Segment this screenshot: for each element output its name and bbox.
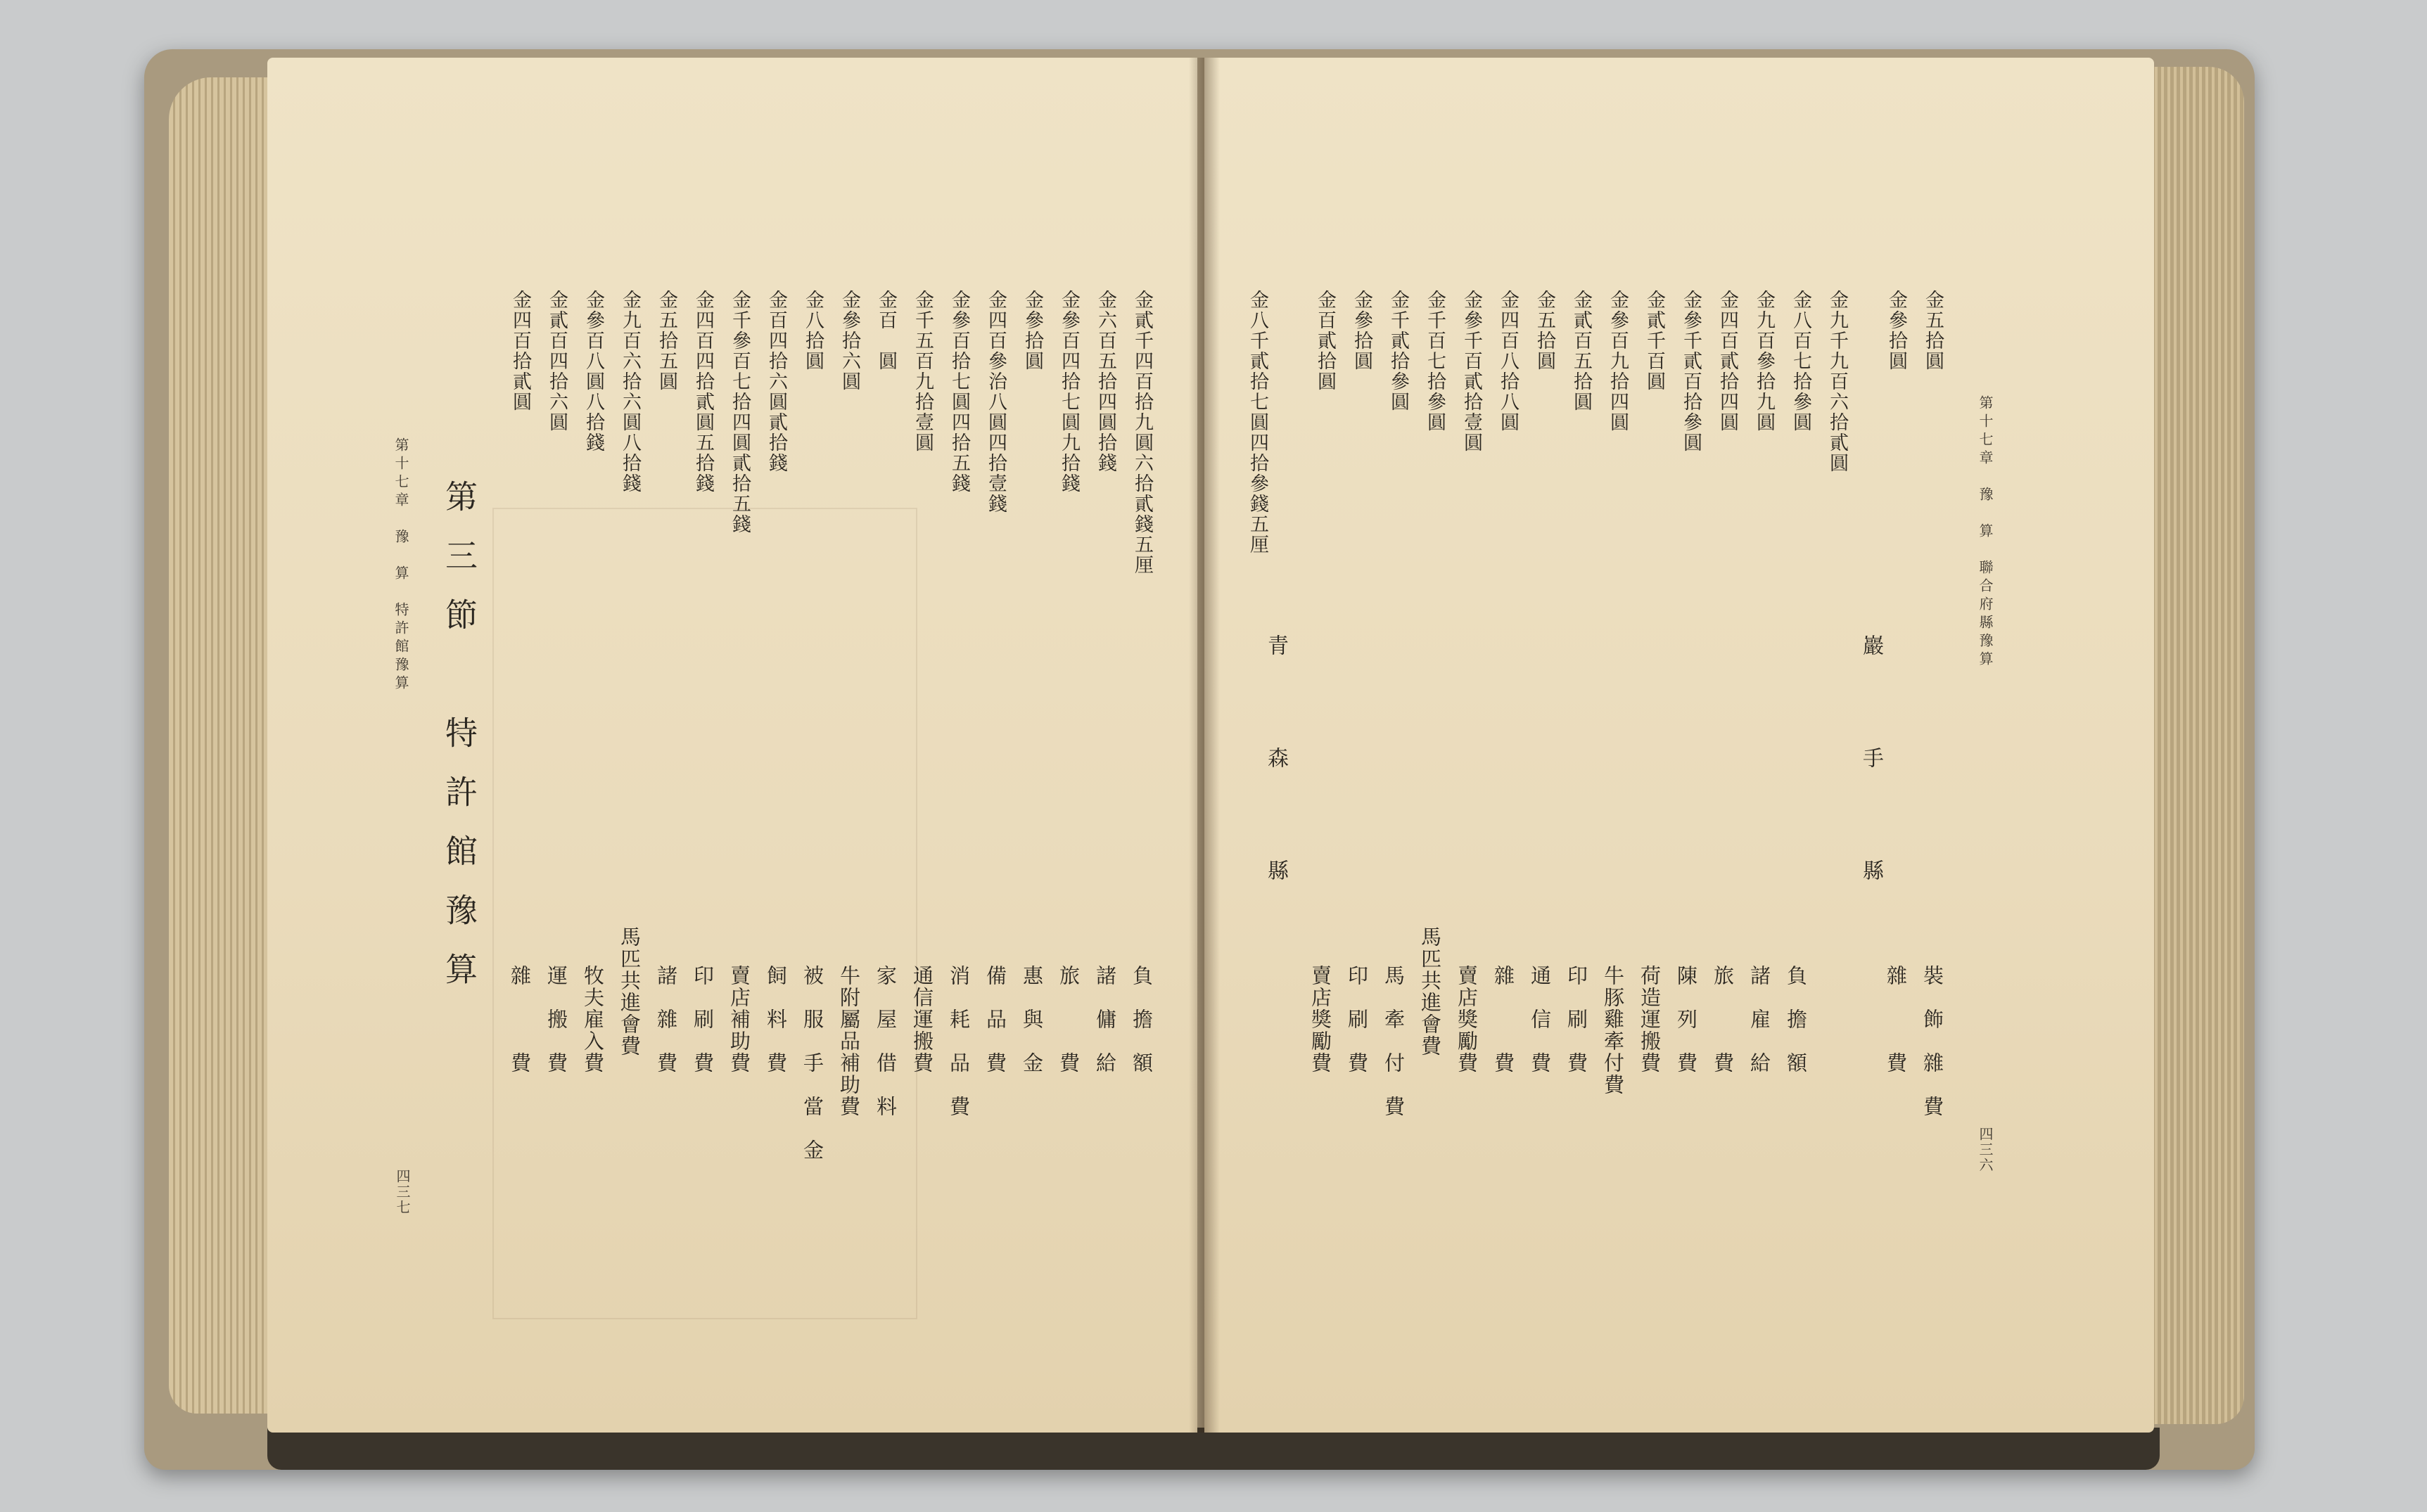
item-label: 飼 料 費 [764,965,788,1074]
amount-line: 金五拾圓 [1922,290,1944,371]
item-label: 負 擔 額 [1784,965,1808,1074]
item-label: 印 刷 費 [1565,965,1588,1074]
item-label: 負 擔 額 [1130,965,1154,1074]
right-page-number: 四三六 [1977,1127,1994,1173]
item-label: 印 刷 費 [691,965,715,1074]
amount-line: 金八拾圓 [802,290,824,371]
amount-line: 金九百參拾九圓 [1753,290,1775,433]
item-label: 消 耗 品 費 [947,965,971,1117]
item-label: 家 屋 借 料 [874,965,898,1117]
amount-line: 金參拾圓 [1885,290,1907,371]
amount-line: 金四百拾貳圓 [509,290,531,412]
amount-line: 金五拾五圓 [656,290,677,392]
amount-line: 金百貳拾圓 [1314,290,1336,392]
amount-line: 金千參百七拾四圓貳拾五錢 [729,290,751,534]
amount-line: 金貳千百圓 [1643,290,1665,392]
item-label: 牛豚雞牽付費 [1601,965,1625,1096]
amount-line: 金九百六拾六圓八拾錢 [619,290,641,494]
amount-line: 金五拾圓 [1534,290,1555,371]
left-running-head: 第十七章 豫 算 特許館豫算 [393,437,409,693]
item-label: 被 服 手 當 金 [801,965,824,1161]
item-label: 諸 雜 費 [654,965,678,1074]
amount-line: 金四百八拾八圓 [1497,290,1519,433]
item-label: 雜 費 [508,965,532,1074]
amount-line: 金四百貳拾四圓 [1716,290,1738,433]
amount-line: 金千百七拾參圓 [1424,290,1446,433]
amount-line: 金參千百貳拾壹圓 [1460,290,1482,453]
item-label: 雜 費 [1491,965,1515,1074]
left-page-number: 四三七 [394,1169,411,1215]
amount-line: 金參百八圓八拾錢 [582,290,604,453]
amount-line: 金四百參治八圓四拾壹錢 [985,290,1007,514]
amount-line: 金千貳拾參圓 [1387,290,1409,412]
amount-line: 金百四拾六圓貳拾錢 [765,290,787,473]
item-label: 牛附屬品補助費 [837,965,861,1117]
left-page [267,58,1197,1433]
amount-line: 金參拾六圓 [839,290,860,392]
item-label: 諸 傭 給 [1093,965,1117,1074]
book-spine-shadow [267,1428,2160,1470]
item-label: 通信運搬費 [910,965,934,1074]
amount-line: 金九千九百六拾貳圓 [1826,290,1848,473]
amount-line: 金參千貳百拾參圓 [1680,290,1702,453]
item-label: 通 信 費 [1528,965,1552,1074]
amount-line: 金貳百五拾圓 [1570,290,1592,412]
amount-line: 金千五百九拾壹圓 [912,290,934,453]
amount-line: 金參百九拾四圓 [1607,290,1629,433]
right-running-head: 第十七章 豫 算 聯合府縣豫算 [1977,395,1994,669]
item-label: 馬匹共進會費 [1418,926,1442,1057]
item-label: 陳 列 費 [1674,965,1698,1074]
item-label: 備 品 費 [983,965,1007,1074]
item-label: 惠 與 金 [1020,965,1044,1074]
right-page [1204,58,2154,1433]
page-edges-right [2139,67,2244,1424]
amount-line: 金貳百四拾六圓 [546,290,568,433]
item-label: 牧夫雇入費 [581,965,605,1074]
amount-line: 金八百七拾參圓 [1790,290,1811,433]
item-label: 旅 費 [1057,965,1081,1074]
item-label: 印 刷 費 [1345,965,1369,1074]
item-label: 旅 費 [1711,965,1735,1074]
item-label: 賣店獎勵費 [1308,965,1332,1074]
left-section-title: 第三節 特許館豫算 [440,480,478,1011]
amount-line: 金參百拾七圓四拾五錢 [948,290,970,494]
item-label: 裝 飾 雜 費 [1920,965,1944,1117]
item-label: 諸 雇 給 [1747,965,1771,1074]
item-label: 賣店獎勵費 [1455,965,1479,1074]
county-iwate: 巖手縣 [1859,634,1883,972]
amount-line: 金參拾圓 [1351,290,1372,371]
amount-line: 金六百五拾四圓拾錢 [1095,290,1116,473]
item-label: 馬匹共進會費 [618,926,642,1057]
amount-line: 金八千貳拾七圓四拾參錢五厘 [1247,290,1268,555]
page-edges-left [169,77,274,1414]
amount-line: 金參拾圓 [1021,290,1043,371]
book-gutter [1189,58,1220,1433]
amount-line: 金四百四拾貳圓五拾錢 [692,290,714,494]
show-through-table [492,508,917,1319]
item-label: 荷造運搬費 [1638,965,1662,1074]
item-label: 運 搬 費 [544,965,568,1074]
amount-line: 金貳千四百拾九圓六拾貳錢五厘 [1131,290,1153,575]
item-label: 賣店補助費 [727,965,751,1074]
item-label: 馬 牽 付 費 [1382,965,1406,1117]
county-aomori: 青森縣 [1263,634,1288,972]
amount-line: 金百 圓 [875,290,897,371]
item-label: 雜 費 [1884,965,1908,1074]
amount-line: 金參百四拾七圓九拾錢 [1058,290,1080,494]
